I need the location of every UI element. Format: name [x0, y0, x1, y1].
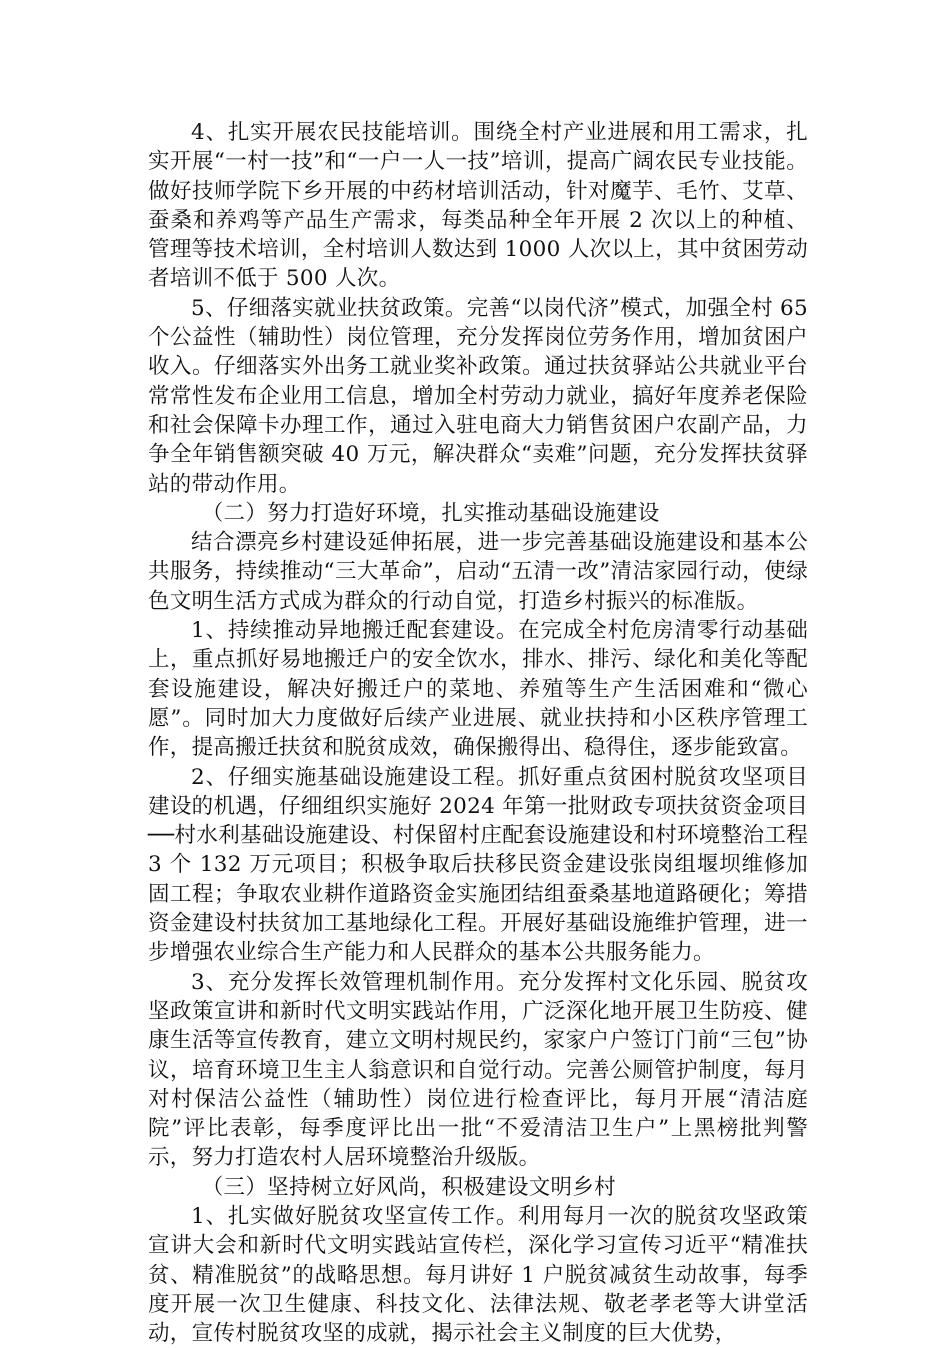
section-heading-civilization: （三）坚持树立好风尚，积极建设文明乡村	[201, 1174, 616, 1200]
paragraph-skills-training: 4、扎实开展农民技能培训。围绕全村产业进展和用工需求，扎实开展“一村一技”和“一户一人一技”培训，提高广阔农民专业技能。做好技师学院下乡开展的中药材培训活动，针对魔芋、毛竹、艾草、蚕桑和养鸡等产品生产需求，每类品种全年开展 2 次以上的种植、管理等技术培训，全村培训人数达到 1000 人次以上，其中贫困劳动者培训不低于 500 人次。	[148, 120, 808, 292]
paragraph-relocation: 1、持续推动异地搬迁配套建设。在完成全村危房清零行动基础上，重点抓好易地搬迁户的安全饮水，排水、排污、绿化和美化等配套设施建设，解决好搬迁户的菜地、养殖等生产生活困难和“微心愿”。同时加大力度做好后续产业进展、就业扶持和小区秩序管理工作，提高搬迁扶贫和脱贫成效，确保搬得出、稳得住，逐步能致富。	[148, 618, 808, 761]
section-heading-infrastructure: （二）努力打造好环境，扎实推动基础设施建设	[201, 500, 660, 526]
paragraph-employment-policy: 5、仔细落实就业扶贫政策。完善“以岗代济”模式，加强全村 65 个公益性（辅助性）岗位管理，充分发挥岗位劳务作用，增加贫困户收入。仔细落实外出务工就业奖补政策。通过扶贫驿站公共就业平台常常性发布企业用工信息，增加全村劳动力就业，搞好年度养老保险和社会保障卡办理工作，通过入驻电商大力销售贫困户农副产品，力争全年销售额突破 40 万元，解决群众“卖难”问题，充分发挥扶贫驿站的带动作用。	[148, 295, 808, 497]
paragraph-infrastructure-projects: 2、仔细实施基础设施建设工程。抓好重点贫困村脱贫攻坚项目建设的机遇，仔细组织实施好 2024 年第一批财政专项扶贫资金项目──村水利基础设施建设、村保留村庄配套设施建设和村环境整治工程 3 个 132 万元项目；积极争取后扶移民资金建设张岗组堰坝维修加固工程；争取农业耕作道路资金实施团结组蚕桑基地道路硬化；筹措资金建设村扶贫加工基地绿化工程。开展好基础设施维护管理，进一步增强农业综合生产能力和人民群众的基本公共服务能力。	[148, 764, 808, 966]
paragraph-management-mechanism: 3、充分发挥长效管理机制作用。充分发挥村文化乐园、脱贫攻坚政策宣讲和新时代文明实践站作用，广泛深化地开展卫生防疫、健康生活等宣传教育，建立文明村规民约，家家户户签订门前“三包”协议，培育环境卫生主人翁意识和自觉行动。完善公厕管护制度，每月对村保洁公益性（辅助性）岗位进行检查评比，每月开展“清洁庭院”评比表彰，每季度评比出一批“不爱清洁卫生户”上黑榜批判警示，努力打造农村人居环境整治升级版。	[148, 969, 808, 1171]
paragraph-infrastructure-intro: 结合漂亮乡村建设延伸拓展，进一步完善基础设施建设和基本公共服务，持续推动“三大革命”，启动“五清一改”清洁家园行动，使绿色文明生活方式成为群众的行动自觉，打造乡村振兴的标准版。	[148, 530, 808, 614]
paragraph-publicity-work: 1、扎实做好脱贫攻坚宣传工作。利用每月一次的脱贫攻坚政策宣讲大会和新时代文明实践站宣传栏，深化学习宣传习近平“精准扶贫、精准脱贫”的战略思想。每月讲好 1 户脱贫减贫生动故事，每季度开展一次卫生健康、科技文化、法律法规、敬老孝老等大讲堂活动，宣传村脱贫攻坚的成就，揭示社会主义制度的巨大优势，	[148, 1203, 808, 1347]
document-body	[148, 118, 808, 1348]
